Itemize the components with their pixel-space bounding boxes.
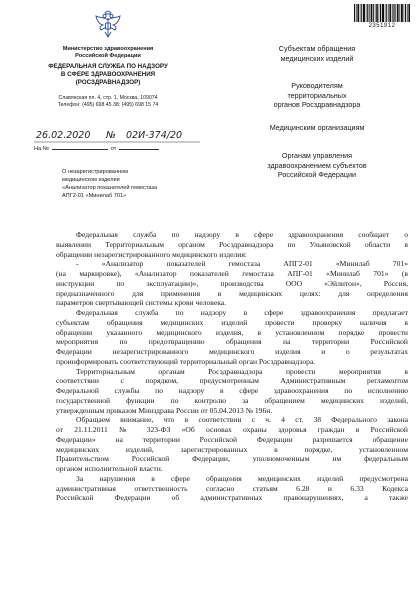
addressee-medical-organizations: Медицинским организациям — [269, 123, 365, 132]
registration-date: 26.02.2020 — [36, 130, 91, 141]
body-line: проинформировать соответствующий территориальный орган Росздравнадзора. — [56, 356, 316, 366]
body-line: Федеральная служба по надзору в сфере здравоохранения предлагает — [76, 308, 408, 317]
body-line: медицинских изделий, зарегистрированных в порядке, установленном — [56, 444, 408, 454]
body-line: мероприятия по предотвращению обращения на территории Российской — [56, 337, 408, 347]
addressee-health-authorities: Органам управления здравоохранением субъектов Российской Федерации — [267, 151, 367, 179]
body-line: Федеральная служба по надзору в сфере здравоохранения сообщает о — [76, 230, 408, 239]
body-line: обращении незарегистрированного медицинского изделия: — [56, 249, 247, 259]
body-line: параметров свертывающей системы крови человека. — [56, 298, 227, 308]
body-line: Обращаем внимание, что в соответствии с ч. 4 ст. 38 Федерального закона — [76, 415, 408, 425]
registration-number: 02И-374/20 — [126, 130, 183, 141]
barcode-number: 2351912 — [368, 23, 396, 29]
body-line: выявлении Территориальным органом Росздравнадзора по Ульяновской области в — [56, 239, 408, 249]
body-line: Территориальным органам Росздравнадзора провести мероприятия в — [76, 366, 408, 376]
double-headed-eagle-emblem — [93, 10, 123, 40]
body-line: Правительством Российской Федерации, уполномоченным им федеральным — [56, 454, 408, 464]
body-line: административная ответственность согласно статьям 6.28 и 6.33 Кодекса — [56, 483, 408, 493]
body-line: субъектам обращения медицинских изделий провести проверку наличия в — [56, 317, 408, 327]
body-line: государственной функции по контролю за обращением медицинских изделий, — [56, 395, 408, 405]
letter-subject: О незарегистрированном медицинском изделии «Анализатор показателей гемостаза АПГ2-01 «Минилаб 701» — [62, 169, 158, 199]
addressee-subjects: Субъектам обращения медицинских изделий — [278, 44, 356, 63]
service-name: ФЕДЕРАЛЬНАЯ СЛУЖБА ПО НАДЗОРУ В СФЕРЕ ЗДРАВООХРАНЕНИЯ (РОСЗДРАВНАДЗОР) — [48, 63, 168, 86]
body-line: (на маркировке), «Анализатор показателей гемостаза АПГ-01 «Минилаб 701» (в — [56, 269, 408, 278]
service-address: Славянская пл. 4, стр. 1, Москва, 109074 Телефон: (495) 698 45 38; (495) 698 15 74 — [57, 95, 159, 108]
body-line: обращении указанного медицинского изделия, в установленном порядке провести — [56, 327, 408, 337]
letter-body — [56, 230, 408, 503]
body-line: - «Анализатор показателей гемостаза АПГ2-01 «Минилаб 701» — [76, 259, 408, 269]
body-line: За нарушения в сфере обращения медицинских изделий предусмотрена — [76, 473, 408, 483]
ministry-name: Министерство здравоохранения Российской Федерации — [62, 46, 154, 59]
body-line: утвержденным приказом Минздрава России от 05.04.2013 № 196н. — [56, 405, 273, 415]
body-line: предназначенного для применения в медицинских целях: для определения — [56, 288, 408, 298]
registration-underline — [34, 141, 200, 143]
body-line: соответствии с порядком, предусмотренным Административным регламентом — [56, 376, 408, 386]
number-sign: № — [106, 130, 116, 141]
body-line: Федерации незарегистрированного медицинского изделия и о результатах — [56, 347, 408, 356]
body-line: Федерации» на территории Российской Федерации разрешается обращение — [56, 434, 408, 444]
body-line: Федеральной службы по надзору в сфере здравоохранения по исполнению — [56, 386, 408, 395]
body-line: инструкции по эксплуатации)», производства ООО «Эйлитон», Россия, — [56, 278, 408, 288]
body-line: органом исполнительной власти. — [56, 464, 163, 473]
reference-line: На № от — [34, 146, 159, 152]
addressee-territorial-heads: Руководителям территориальных органов Росздравнадзора — [273, 81, 361, 109]
barcode — [354, 4, 410, 22]
body-line: Российской Федерации об административных правонарушениях, а также — [56, 493, 408, 503]
body-line: от 21.11.2011 № 323-ФЗ «Об основах охраны здоровья граждан в Российской — [56, 425, 408, 434]
